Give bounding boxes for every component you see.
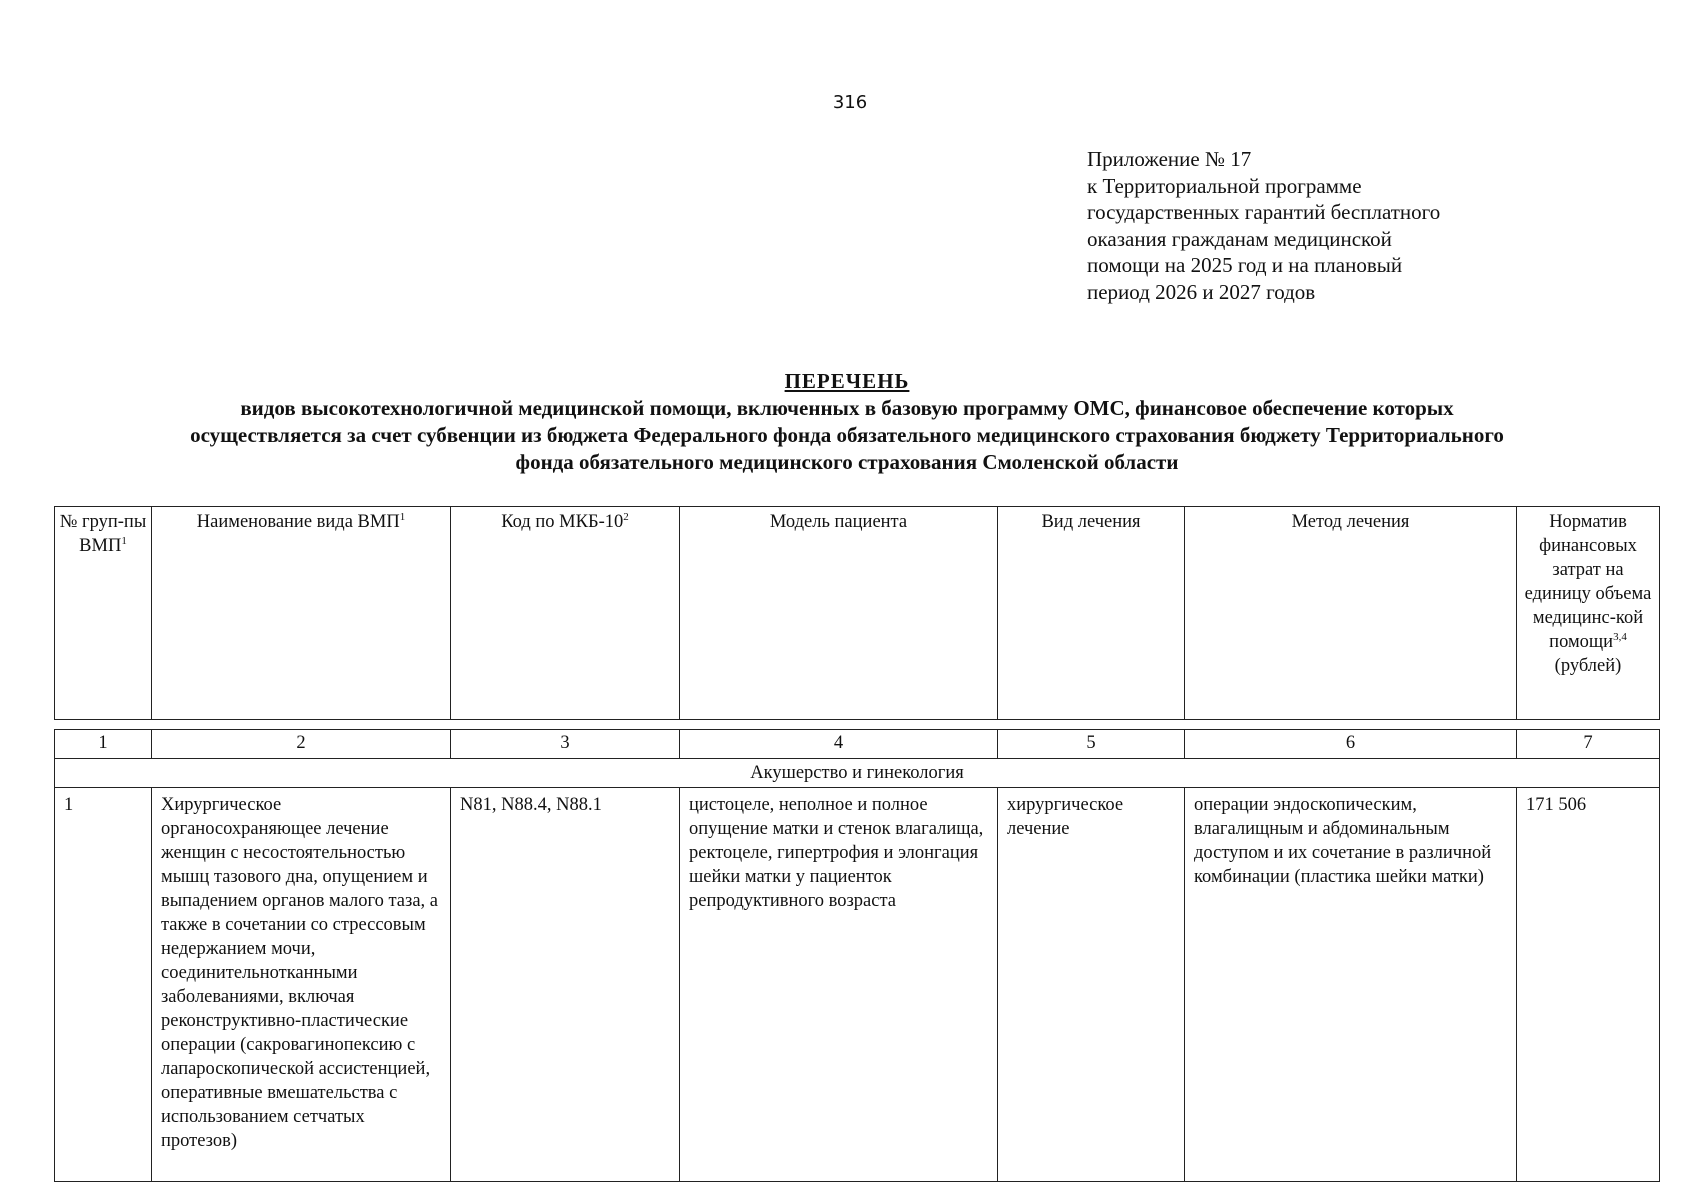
table-row bbox=[55, 788, 1660, 1182]
table-header bbox=[54, 506, 1660, 720]
header-icd-code: Код по МКБ-$10^2$ bbox=[451, 507, 680, 720]
section-title: Акушерство и гинекология bbox=[55, 759, 1660, 788]
appendix-line: Приложение № 17 bbox=[1087, 147, 1252, 171]
title-line: видов высокотехнологичной медицинской помощи, включенных в базовую программу ОМС, финансовое обеспечение которых bbox=[240, 396, 1454, 420]
section-row bbox=[55, 759, 1660, 788]
appendix-line: период 2026 и 2027 годов bbox=[1087, 279, 1316, 304]
column-number: 4 bbox=[680, 730, 998, 759]
document-title bbox=[60, 368, 1634, 476]
table-body bbox=[54, 729, 1660, 1182]
header-treatment-type: Вид лечения bbox=[998, 507, 1185, 720]
page-number: 316 bbox=[832, 92, 868, 113]
cell-treatment-method: операции эндоскопическим, влагалищным и абдоминальным доступом и их сочетание в различной комбинации (пластика шейки матки) bbox=[1185, 788, 1517, 1182]
column-number: 6 bbox=[1185, 730, 1517, 759]
cell-treatment-type: хирургическое лечение bbox=[998, 788, 1185, 1182]
appendix-line: помощи на 2025 год и на плановый bbox=[1087, 253, 1403, 277]
cell-vmp-name: Хирургическое органосохраняющее лечение женщин с несостоятельностью мышц тазового дна, опущением и выпадением органов малого таза, а также в сочетании со стрессовым недержанием мочи, соединительнотканными заболеваниями, включая реконструктивно-пластические операции (сакровагинопексию с лапароскопической ассистенцией, оперативные вмешательства с использованием сетчатых протезов) bbox=[152, 788, 451, 1182]
header-group-number: № груп-пы ВМП$^1$ bbox=[55, 507, 152, 720]
header-patient-model: Модель пациента bbox=[680, 507, 998, 720]
column-number-row bbox=[55, 730, 1660, 759]
header-treatment-method: Метод лечения bbox=[1185, 507, 1517, 720]
cell-patient-model: цистоцеле, неполное и полное опущение матки и стенок влагалища, ректоцеле, гипертрофия и элонгация шейки матки у пациенток репродуктивного возраста bbox=[680, 788, 998, 1182]
column-number: 3 bbox=[451, 730, 680, 759]
header-cost-norm: Норматив финансовых затрат на единицу объема медицинс-кой помощи$^{3,4}$ (рублей) bbox=[1517, 507, 1660, 720]
title-line: осуществляется за счет субвенции из бюджета Федерального фонда обязательного медицинского страхования бюджету Территориального bbox=[190, 423, 1504, 447]
column-number: 5 bbox=[998, 730, 1185, 759]
appendix-line: к Территориальной программе bbox=[1087, 173, 1362, 198]
appendix-line: государственных гарантий бесплатного bbox=[1087, 200, 1441, 224]
column-number: 2 bbox=[152, 730, 451, 759]
cell-icd-codes: N81, N88.4, N88.1 bbox=[451, 788, 680, 1182]
column-number: 1 bbox=[55, 730, 152, 759]
cell-cost-norm: 171 506 bbox=[1517, 788, 1660, 1182]
header-vmp-name: Наименование вида ВМП$^1$ bbox=[152, 507, 451, 720]
title-heading: ПЕРЕЧЕНЬ bbox=[784, 369, 910, 393]
appendix-line: оказания гражданам медицинской bbox=[1087, 226, 1392, 251]
title-line: фонда обязательного медицинского страхования Смоленской области bbox=[515, 450, 1179, 474]
appendix-block bbox=[1087, 146, 1527, 305]
cell-group-number: 1 bbox=[55, 788, 152, 1182]
column-number: 7 bbox=[1517, 730, 1660, 759]
header-row bbox=[55, 507, 1660, 720]
